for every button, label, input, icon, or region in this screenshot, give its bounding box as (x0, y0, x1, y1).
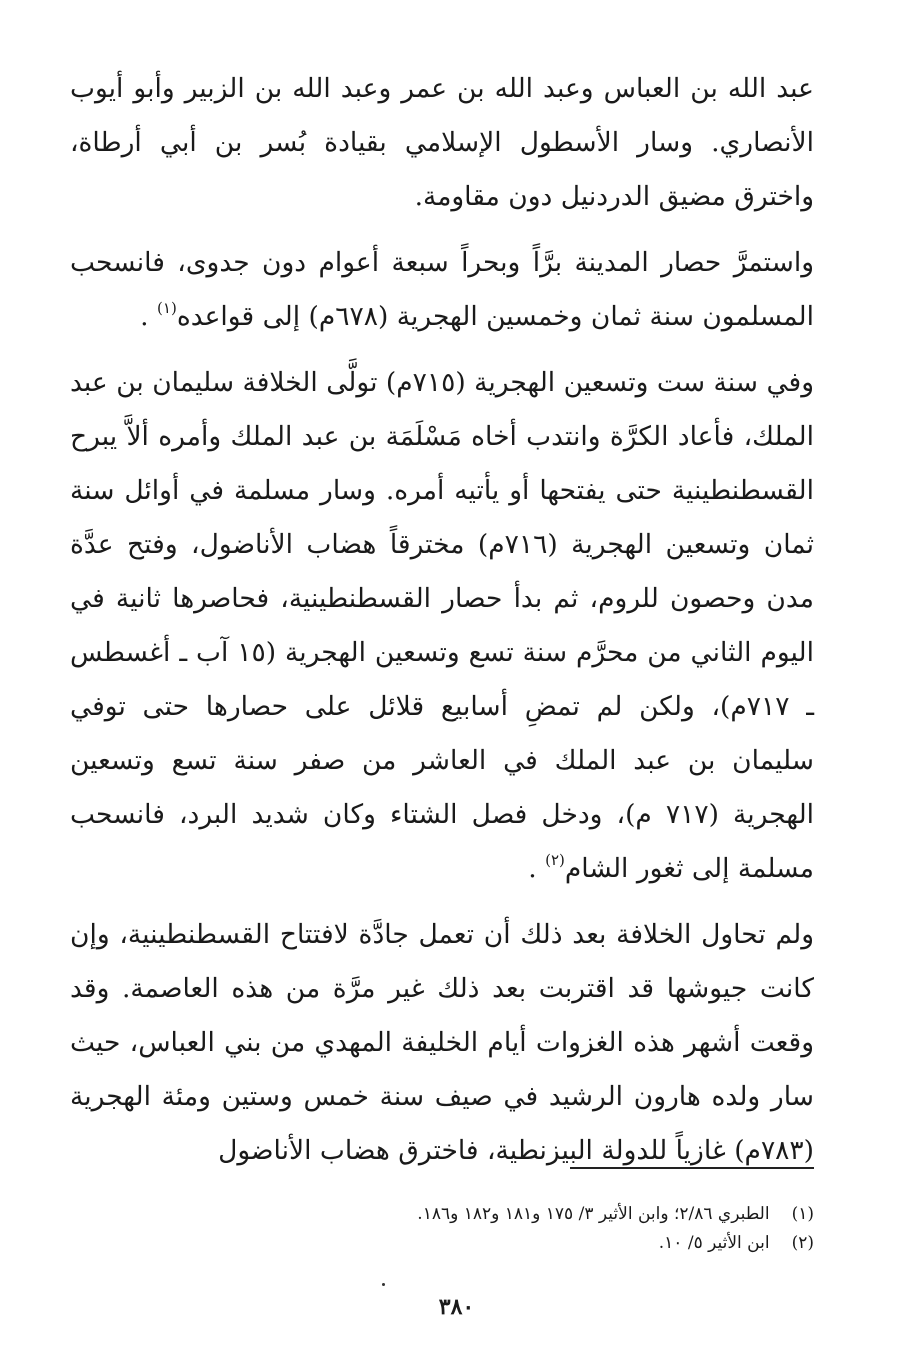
paragraph-3-text: وفي سنة ست وتسعين الهجرية (٧١٥م) تولَّى الخلافة سليمان بن عبد الملك، فأعاد الكرَّة وانتدب أخاه مَسْلَمَة بن عبد الملك وأمره ألاَّ يبرح القسطنطينية حتى يفتحها أو يأتيه أمره. وسار مسلمة في أوائل سنة ثمان وتسعين الهجرية (٧١٦م) مخترقاً هضاب الأناضول، وفتح عدَّة مدن وحصون للروم، ثم بدأ حصار القسطنطينية، فحاصرها ثانية في اليوم الثاني من محرَّم سنة تسع وتسعين الهجرية (١٥ آب ـ أغسطس ـ ٧١٧م)، ولكن لم تمضِ أسابيع قلائل على حصارها حتى توفي سليمان بن عبد الملك في العاشر من صفر سنة تسع وتسعين الهجرية (٧١٧ م)، ودخل فصل الشتاء وكان شديد البرد، فانسحب مسلمة إلى ثغور الشام (70, 367, 815, 884)
page-number: ٣٨٠ (438, 1294, 475, 1320)
footnote-2-text: ابن الأثير ٥/ ١٠. (658, 1233, 770, 1253)
footnote-1 (114, 1200, 814, 1229)
footnote-1-number: (١) (791, 1204, 814, 1224)
footnote-ref-1: (١) (157, 299, 177, 318)
page-body (70, 62, 814, 1178)
paragraph-4-text: ولم تحاول الخلافة بعد ذلك أن تعمل جادَّة لافتتاح القسطنطينية، وإن كانت جيوشها قد اقتربت بعد ذلك غير مرَّة من هذه العاصمة. وقد وقعت أشهر هذه الغزوات أيام الخليفة المهدي من بني العباس، حيث سار ولده هارون الرشيد في صيف سنة خمس وستين ومئة الهجرية (٧٨٣م) غازياً للدولة البيزنطية، فاخترق هضاب الأناضول (70, 919, 814, 1166)
paragraph-2 (70, 236, 814, 344)
paragraph-2-period: . (140, 301, 149, 332)
paragraph-4 (70, 908, 814, 1178)
footnote-2 (114, 1229, 814, 1258)
footnote-2-number: (٢) (791, 1233, 814, 1253)
footnote-divider (570, 1167, 814, 1169)
paragraph-1 (70, 62, 814, 224)
paragraph-3 (70, 356, 814, 896)
footnote-1-text: الطبري ٢/٨٦؛ وابن الأثير ٣/ ١٧٥ و١٨١ و١٨٢ و١٨٦. (417, 1204, 770, 1224)
paragraph-3-period: . (528, 853, 537, 884)
paragraph-2-text: واستمرَّ حصار المدينة برَّاً وبحراً سبعة أعوام دون جدوى، فانسحب المسلمون سنة ثمان وخمسين الهجرية (٦٧٨م) إلى قواعده (70, 247, 814, 332)
print-speck (382, 1283, 385, 1286)
footnotes (114, 1200, 814, 1258)
footnote-ref-2: (٢) (545, 851, 565, 870)
paragraph-1-text: عبد الله بن العباس وعبد الله بن عمر وعبد الله بن الزبير وأبو أيوب الأنصاري. وسار الأسطول الإسلامي بقيادة بُسر بن أبي أرطاة، واخترق مضيق الدردنيل دون مقاومة. (70, 73, 814, 212)
